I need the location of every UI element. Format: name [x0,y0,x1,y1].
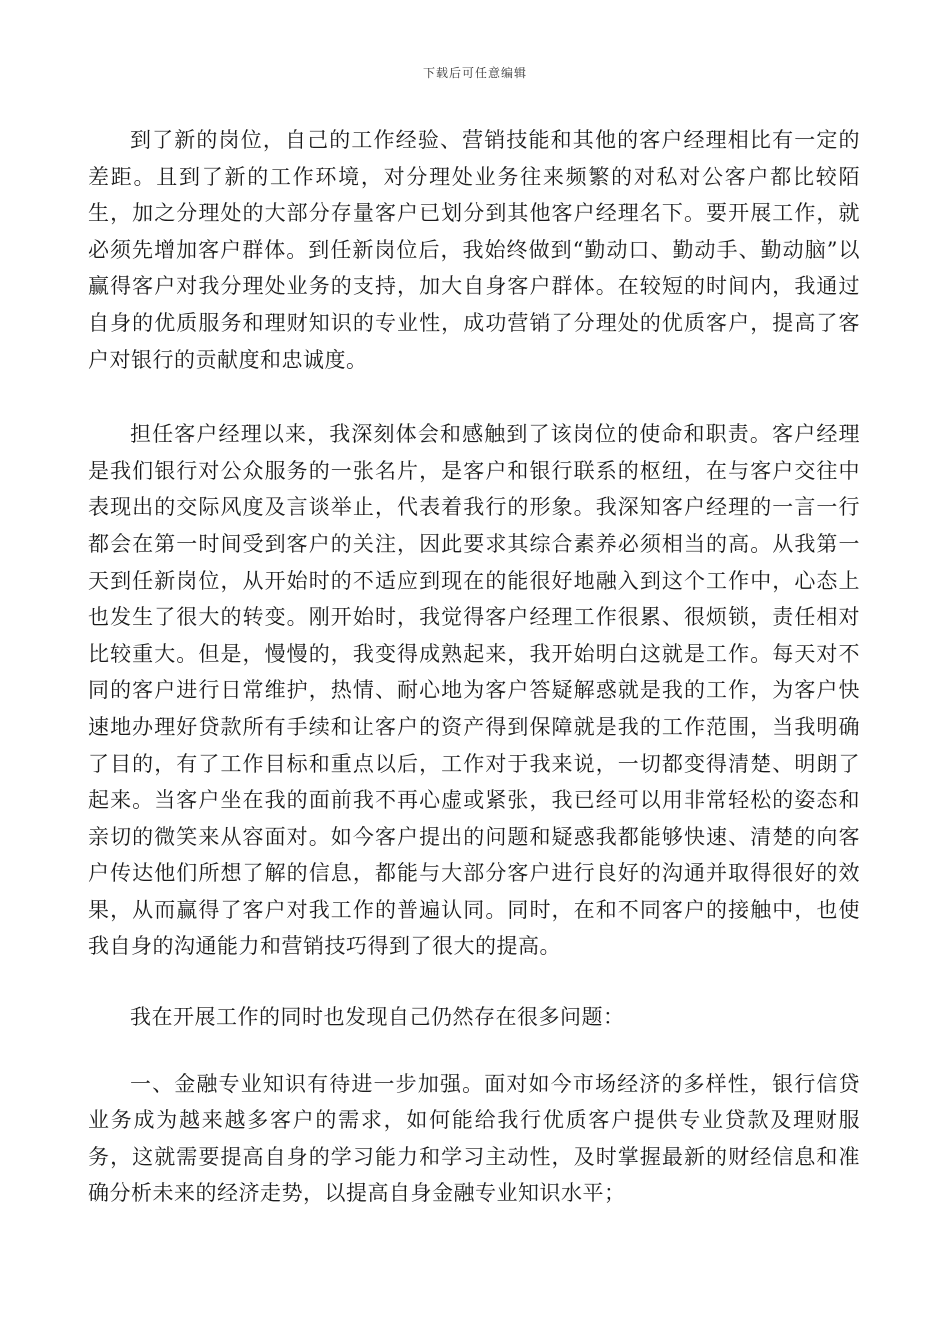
page-header-note: 下载后可任意编辑 [422,66,527,80]
paragraph-new-position: 到了新的岗位，自己的工作经验、营销技能和其他的客户经理相比有一定的差距。且到了新的工作环境，对分理处业务往来频繁的对私对公客户都比较陌生，加之分理处的大部分存量客户已划分到其他客户经理名下。要开展工作，就必须先增加客户群体。到任新岗位后，我始终做到“勤动口、勤动手、勤动脑”以赢得客户对我分理处业务的支持，加大自身客户群体。在较短的时间内，我通过自身的优质服务和理财知识的专业性，成功营销了分理处的优质客户，提高了客户对银行的贡献度和忠诚度。 [88,128,860,372]
document-body [88,122,860,1212]
paragraph-problem-1: 一、金融专业知识有待进一步加强。面对如今市场经济的多样性，银行信贷业务成为越来越多客户的需求，如何能给我行优质客户提供专业贷款及理财服务，这就需要提高自身的学习能力和学习主动性，及时掌握最新的财经信息和准确分析未来的经济走势，以提高自身金融专业知识水平； [88,1071,860,1206]
paragraph-account-manager-duties: 担任客户经理以来，我深刻体会和感触到了该岗位的使命和职责。客户经理是我们银行对公众服务的一张名片，是客户和银行联系的枢纽，在与客户交往中表现出的交际风度及言谈举止，代表着我行的形象。我深知客户经理的一言一行都会在第一时间受到客户的关注，因此要求其综合素养必须相当的高。从我第一天到任新岗位，从开始时的不适应到现在的能很好地融入到这个工作中，心态上也发生了很大的转变。刚开始时，我觉得客户经理工作很累、很烦锁，责任相对比较重大。但是，慢慢的，我变得成熟起来，我开始明白这就是工作。每天对不同的客户进行日常维护，热情、耐心地为客户答疑解惑就是我的工作，为客户快速地办理好贷款所有手续和让客户的资产得到保障就是我的工作范围，当我明确了目的，有了工作目标和重点以后，工作对于我来说，一切都变得清楚、明朗了起来。当客户坐在我的面前我不再心虚或紧张，我已经可以用非常轻松的姿态和亲切的微笑来从容面对。如今客户提出的问题和疑惑我都能够快速、清楚的向客户传达他们所想了解的信息，都能与大部分客户进行良好的沟通并取得很好的效果，从而赢得了客户对我工作的普遍认同。同时，在和不同客户的接触中，也使我自身的沟通能力和营销技巧得到了很大的提高。 [88,422,860,959]
paragraph-problems-intro: 我在开展工作的同时也发现自己仍然存在很多问题： [130,1005,625,1030]
